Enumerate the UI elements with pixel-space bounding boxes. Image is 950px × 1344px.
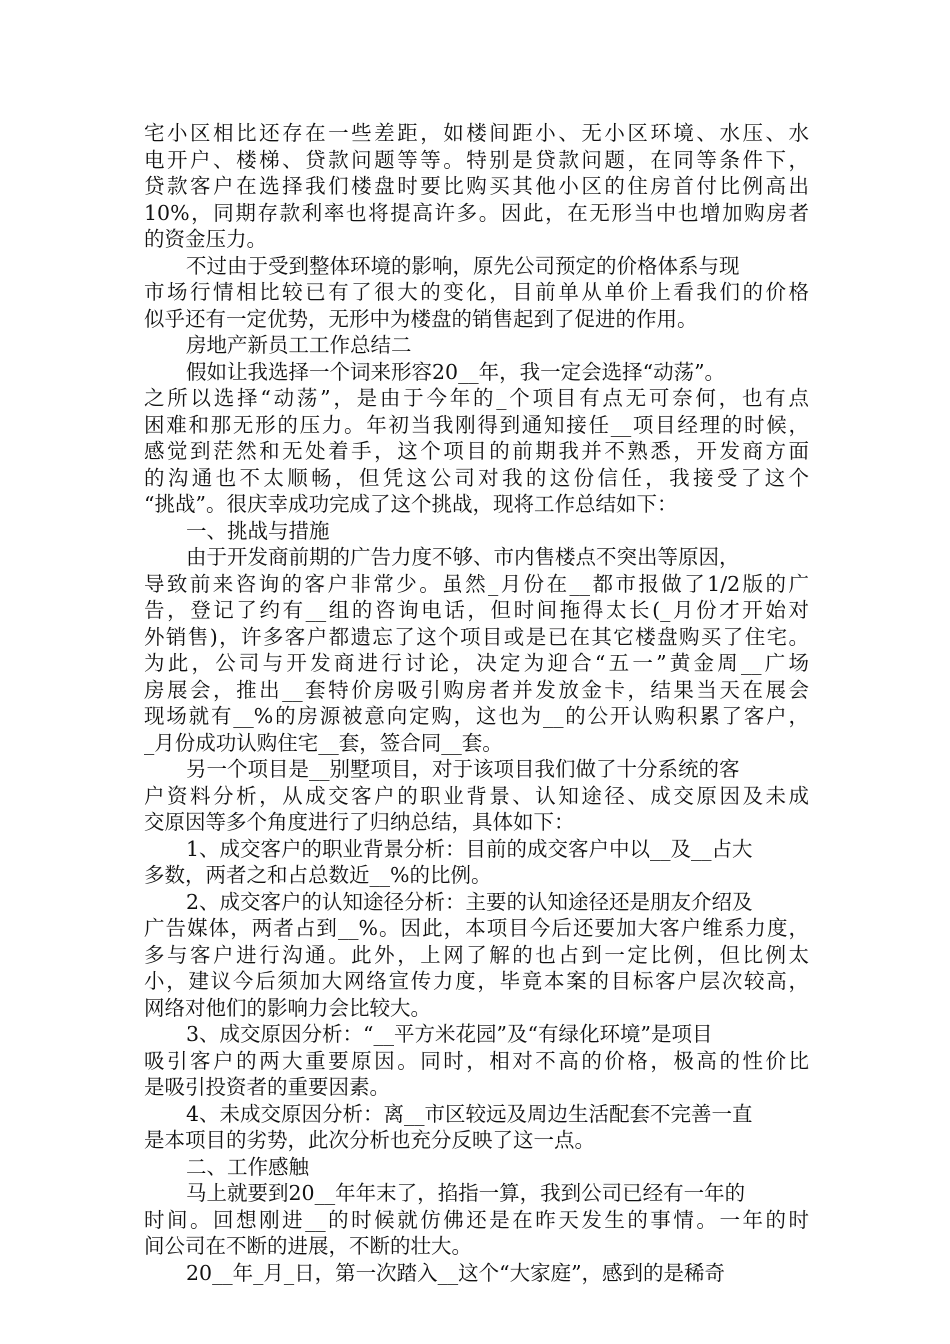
text-line [144,677,809,704]
text-line [144,465,809,492]
text-line [144,942,809,969]
text-line-content: 困难和那无形的压力。年初当我刚得到通知接任__项目经理的时候， [144,412,809,437]
document-body [144,120,809,1286]
text-line [144,995,809,1022]
text-line [144,1233,809,1260]
text-line [144,491,809,518]
text-line-content: 宅小区相比还存在一些差距，如楼间距小、无小区环境、水压、水 [144,121,809,145]
text-line [144,730,809,757]
text-line [144,862,809,889]
text-line-content: 2、成交客户的认知途径分析：主要的认知途径还是朋友介绍及 [186,889,753,914]
text-line [144,1074,809,1101]
text-line-content: 是本项目的劣势，此次分析也充分反映了这一点。 [144,1128,595,1152]
text-line [144,438,809,465]
text-line-content: 感觉到茫然和无处着手，这个项目的前期我并不熟悉，开发商方面 [144,439,809,463]
text-line [144,1127,809,1154]
text-line-content: 现场就有__%的房源被意向定购，这也为__的公开认购积累了客户， [144,704,809,728]
text-line-content: 交原因等多个角度进行了归纳总结，具体如下： [144,810,575,834]
text-line-content: 10%，同期存款利率也将提高许多。因此，在无形当中也增加购房者 [144,200,809,225]
text-line [144,783,809,810]
text-line [144,359,809,386]
text-line-content: 一、挑战与措施 [186,518,330,543]
text-line-content: “挑战”。很庆幸成功完成了这个挑战，现将工作总结如下： [144,492,678,516]
text-line [144,518,809,545]
text-line [144,385,809,412]
text-line [144,279,809,306]
text-line [144,1260,809,1287]
text-line [144,200,809,227]
text-line-content: 为此，公司与开发商进行讨论，决定为迎合“五一”黄金周__广场 [144,651,809,675]
text-line-content: 1、成交客户的职业背景分析：目前的成交客户中以__及__占大 [186,836,753,861]
text-line-content: 二、工作感触 [186,1154,309,1179]
text-line-content: 贷款客户在选择我们楼盘时要比购买其他小区的住房首付比例高出 [144,174,809,198]
text-line-content: 电开户、楼梯、贷款问题等等。特别是贷款问题，在同等条件下， [144,147,809,172]
text-line [144,1207,809,1234]
text-line [144,571,809,598]
text-line-content: 另一个项目是__别墅项目，对于该项目我们做了十分系统的客 [186,757,740,781]
text-line [144,836,809,863]
text-line-content: 导致前来咨询的客户非常少。虽然_月份在__都市报做了1/2版的广 [144,571,809,596]
text-line [144,889,809,916]
text-line-content: 是吸引投资者的重要因素。 [144,1075,390,1099]
text-line-content: 外销售)，许多客户都遗忘了这个项目或是已在其它楼盘购买了住宅。 [144,624,809,649]
text-line-content: 告，登记了约有__组的咨询电话，但时间拖得太长(_月份才开始对 [144,598,809,622]
text-line-content: 似乎还有一定优势，无形中为楼盘的销售起到了促进的作用。 [144,306,698,331]
text-line [144,624,809,651]
text-line [144,412,809,439]
text-line [144,1048,809,1075]
text-line [144,756,809,783]
text-line [144,915,809,942]
text-line [144,968,809,995]
text-line [144,253,809,280]
text-line-content: 之所以选择“动荡”，是由于今年的_个项目有点无可奈何，也有点 [144,386,809,410]
text-line-content: 小，建议今后须加大网络宣传力度，毕竟本案的目标客户层次较高， [144,969,809,993]
text-line [144,1180,809,1207]
text-line [144,306,809,333]
text-line [144,703,809,730]
text-line-content: 假如让我选择一个词来形容20__年，我一定会选择“动荡”。 [186,359,726,384]
text-line-content: 马上就要到20__年年末了，掐指一算，我到公司已经有一年的 [186,1181,746,1205]
text-line [144,1154,809,1181]
text-line-content: 房地产新员工工作总结二 [186,333,412,357]
text-line-content: 吸引客户的两大重要原因。同时，相对不高的价格，极高的性价比 [144,1048,809,1073]
text-line [144,173,809,200]
text-line [144,226,809,253]
text-line-content: 间公司在不断的进展，不断的壮大。 [144,1234,472,1258]
text-line-content: 广告媒体，两者占到__%。因此，本项目今后还要加大客户维系力度， [144,916,809,940]
text-line [144,1101,809,1128]
text-line-content: 20__年_月_日，第一次踏入__这个“大家庭”，感到的是稀奇 [186,1260,726,1285]
text-line-content: 时间。回想刚进__的时候就仿佛还是在昨天发生的事情。一年的时 [144,1207,809,1232]
text-line [144,597,809,624]
text-line-content: 4、未成交原因分析：离__市区较远及周边生活配套不完善一直 [186,1101,753,1126]
text-line [144,120,809,147]
text-line-content: 多与客户进行沟通。此外，上网了解的也占到一定比例，但比例太 [144,942,809,967]
text-line [144,544,809,571]
text-line-content: _月份成功认购住宅__套，签合同__套。 [144,730,503,755]
text-line-content: 户资料分析，从成交客户的职业背景、认知途径、成交原因及未成 [144,783,809,808]
text-line-content: 网络对他们的影响力会比较大。 [144,995,431,1020]
text-line [144,147,809,174]
text-line-content: 多数，两者之和占总数近__%的比例。 [144,863,492,887]
text-line-content: 不过由于受到整体环境的影响，原先公司预定的价格体系与现 [186,253,740,278]
text-line [144,332,809,359]
text-line [144,650,809,677]
text-line [144,809,809,836]
text-line-content: 房展会，推出__套特价房吸引购房者并发放金卡，结果当天在展会 [144,677,809,702]
text-line-content: 的资金压力。 [144,227,267,251]
text-line-content: 市场行情相比较已有了很大的变化，目前单从单价上看我们的价格 [144,280,809,304]
text-line-content: 的沟通也不太顺畅，但凭这公司对我的这份信任，我接受了这个 [144,465,809,490]
text-line-content: 3、成交原因分析：“__平方米花园”及“有绿化环境”是项目 [186,1022,713,1046]
text-line [144,1021,809,1048]
text-line-content: 由于开发商前期的广告力度不够、市内售楼点不突出等原因， [186,545,740,569]
